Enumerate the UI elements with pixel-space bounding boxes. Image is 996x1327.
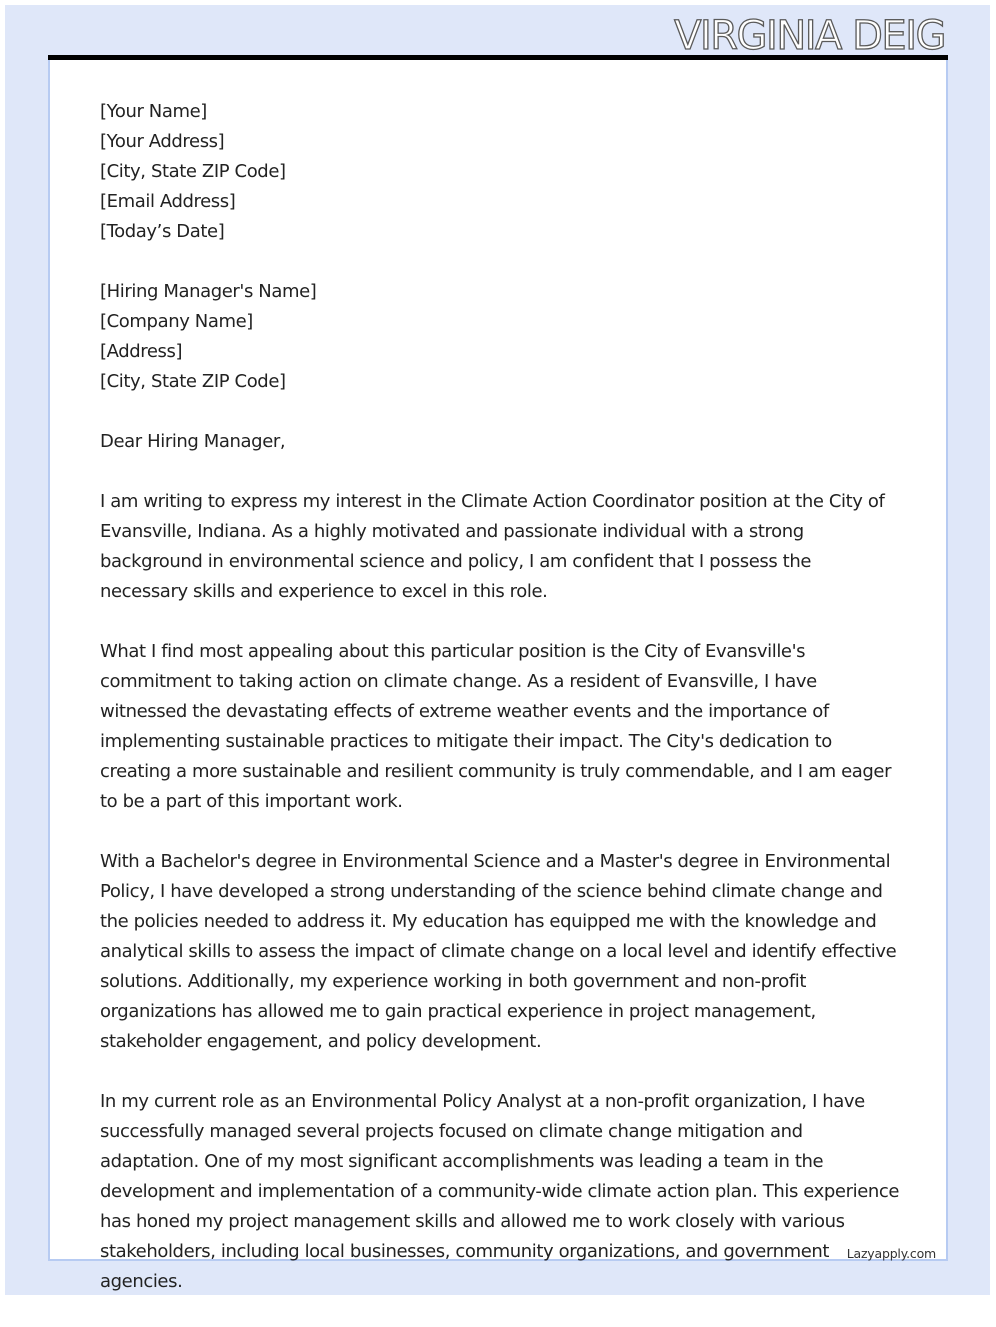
sender-block bbox=[100, 97, 900, 247]
salutation: Dear Hiring Manager, bbox=[100, 431, 286, 452]
recipient-block bbox=[100, 277, 900, 397]
sender-line: [Email Address] bbox=[100, 191, 236, 212]
recipient-line: [Company Name] bbox=[100, 311, 253, 332]
sender-line: [Today’s Date] bbox=[100, 221, 225, 242]
watermark: Lazyapply.com bbox=[846, 1246, 936, 1261]
recipient-line: [Hiring Manager's Name] bbox=[100, 281, 317, 302]
recipient-line: [Address] bbox=[100, 341, 183, 362]
spacer bbox=[100, 397, 900, 427]
sender-line: [Your Address] bbox=[100, 131, 225, 152]
body-paragraph: With a Bachelor's degree in Environmental Science and a Master's degree in Environmental Policy, I have developed a strong understanding of the science behind climate change and the policies needed to address it. My education has equipped me with the knowledge and analytical skills to assess the impact of climate change on a local level and identify effective solutions. Additionally, my experience working in both government and non-profit organizations has allowed me to gain practical experience in project management, stakeholder engagement, and policy development. bbox=[100, 851, 897, 1052]
body-paragraph: What I find most appealing about this particular position is the City of Evansville's commitment to taking action on climate change. As a resident of Evansville, I have witnessed the devastating effects of extreme weather events and the importance of implementing sustainable practices to mitigate their impact. The City's dedication to creating a more sustainable and resilient community is truly commendable, and I am eager to be a part of this important work. bbox=[100, 641, 892, 812]
sender-line: [Your Name] bbox=[100, 101, 207, 122]
letter-body bbox=[100, 97, 900, 1327]
spacer bbox=[100, 247, 900, 277]
recipient-line: [City, State ZIP Code] bbox=[100, 371, 286, 392]
body-paragraph: In my current role as an Environmental Policy Analyst at a non-profit organization, I have successfully managed several projects focused on climate change mitigation and adaptation. One of my most significant accomplishments was leading a team in the development and implementation of a community-wide climate action plan. This experience has honed my project management skills and allowed me to work closely with various stakeholders, including local businesses, community organizations, and government agencies. bbox=[100, 1091, 900, 1292]
sender-line: [City, State ZIP Code] bbox=[100, 161, 286, 182]
body-paragraph: I am writing to express my interest in the Climate Action Coordinator position at the City of Evansville, Indiana. As a highly motivated and passionate individual with a strong background in environmental science and policy, I am confident that I possess the necessary skills and experience to excel in this role. bbox=[100, 491, 885, 602]
applicant-name-title: VIRGINIA DEIG bbox=[674, 13, 945, 59]
